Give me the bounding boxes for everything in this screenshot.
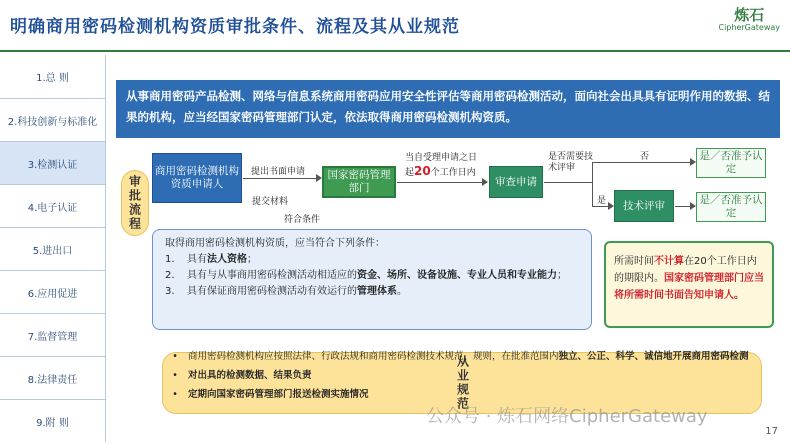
sidebar-item-supervision[interactable]: 7.监督管理 [0, 313, 106, 356]
arrow-head [482, 178, 488, 186]
branch-line-no [592, 162, 690, 163]
condition-text-bold: 资金、场所、设备设施、专业人员和专业能力 [357, 270, 557, 281]
approval-side-label-text: 审批流程 [127, 175, 142, 231]
submit-application-label: 提出书面申请 [251, 167, 306, 177]
arrow-line [544, 182, 592, 183]
brand-logo [718, 4, 780, 32]
need-tech-review-label: 是否需要技术评审 [548, 152, 594, 173]
norms-item [162, 348, 762, 365]
condition-text-post: 。 [397, 286, 407, 297]
condition-text-post: ； [557, 270, 567, 281]
result-box-after-review: 是／否准予认定 [696, 192, 766, 222]
sidebar-item-import-export[interactable]: 5.进出口 [0, 227, 106, 270]
condition-text-pre: 具有与从事商用密码检测活动相适应的 [187, 270, 357, 281]
sidebar-item-liability[interactable]: 8.法律责任 [0, 356, 106, 399]
time-note-text-1: 所需时间 [614, 256, 654, 267]
time-limit-label-top: 当自受理申请之日 [405, 153, 478, 163]
conditions-callout [152, 229, 592, 330]
authority-box: 国家密码管理部门 [322, 166, 396, 198]
norms-list [162, 348, 762, 405]
arrow-line [675, 206, 690, 207]
meets-conditions-label: 符合条件 [284, 215, 321, 225]
sidebar-item-application[interactable]: 6.应用促进 [0, 270, 106, 313]
branch-line [592, 162, 593, 206]
sidebar-item-testing[interactable]: 3.检测认证 [0, 141, 106, 184]
sidebar-item-appendix[interactable]: 9.附 则 [0, 399, 106, 442]
norms-item-pre: 商用密码检测机构应按照法律、行政法规和商用密码检测技术规范、规则，在批准范围内 [188, 351, 559, 362]
time-note-notice: 国家密码管理部门应当将所需时间书面告知申请人。 [614, 273, 764, 301]
norms-item-text [188, 348, 749, 365]
watermark: 公众号 · 炼石网络CipherGateway [426, 406, 708, 427]
yes-label: 是 [597, 196, 607, 206]
review-box: 审查申请 [489, 166, 543, 198]
time-limit-label-bottom [405, 164, 476, 178]
condition-text-bold: 法人资格 [207, 254, 247, 265]
norms-item-bold: 对出具的检测数据、结果负责 [188, 370, 312, 381]
condition-text [187, 252, 257, 268]
page-number: 17 [765, 426, 778, 437]
tech-review-box: 技术评审 [614, 190, 674, 222]
sidebar-item-innovation[interactable]: 2.科技创新与标准化 [0, 98, 106, 141]
sidebar-item-general[interactable]: 1.总 则 [0, 55, 106, 98]
logo-text-cn: 炼石 [734, 6, 765, 24]
time-limit-suffix: 个工作日内 [430, 168, 476, 178]
materials-label: 提交材料 [252, 197, 289, 207]
time-note-callout [604, 241, 774, 328]
time-limit-days: 20 [414, 164, 431, 178]
bullet-icon: • [172, 389, 178, 400]
condition-text-bold: 管理体系 [357, 286, 397, 297]
condition-text [187, 284, 407, 300]
branch-line-yes [592, 206, 608, 207]
condition-item [165, 268, 579, 284]
bullet-icon: • [172, 351, 178, 362]
sidebar-item-e-cert[interactable]: 4.电子认证 [0, 184, 106, 227]
sidebar-nav [0, 55, 106, 444]
condition-text-pre: 具有 [187, 254, 207, 265]
definition-banner: 从事商用密码产品检测、网络与信息系统商用密码应用安全性评估等商用密码检测活动，面向社会出具具有证明作用的数据、结果的机构，应当经国家密码管理部门认定，依法取得商用密码检测机构资质。 [116, 80, 780, 138]
condition-item [165, 284, 579, 300]
logo-text-en: CipherGateway [718, 23, 780, 32]
norms-item-text [188, 367, 312, 384]
arrow-line [397, 182, 482, 183]
time-note-emphasis: 不计算 [654, 256, 684, 267]
approval-side-label [121, 170, 149, 236]
condition-number: 1. [165, 254, 175, 265]
time-note-text-2: 在20个工作日内的期限内。 [614, 256, 757, 284]
norms-side-label-text: 从业规范 [455, 355, 470, 411]
applicant-box: 商用密码检测机构资质申请人 [152, 153, 242, 203]
arrow-line [243, 178, 316, 179]
norms-item-bold: 定期向国家密码管理部门报送检测实施情况 [188, 389, 369, 400]
no-label: 否 [640, 152, 650, 162]
norms-item [162, 367, 762, 384]
norms-item-bold: 独立、公正、科学、诚信地开展商用密码检测 [558, 351, 749, 362]
condition-text-post: ； [247, 254, 257, 265]
result-box-direct: 是／否准予认定 [696, 148, 766, 178]
title-divider [0, 50, 790, 52]
conditions-intro: 取得商用密码检测机构资质，应当符合下列条件： [165, 238, 385, 249]
norms-item [162, 386, 762, 403]
condition-text [187, 268, 567, 284]
condition-number: 2. [165, 270, 175, 281]
bullet-icon: • [172, 370, 178, 381]
condition-number: 3. [165, 286, 175, 297]
condition-item [165, 252, 579, 268]
time-limit-prefix: 起 [405, 168, 415, 178]
norms-item-text [188, 386, 369, 403]
condition-text-pre: 具有保证商用密码检测活动有效运行的 [187, 286, 357, 297]
page-title: 明确商用密码检测机构资质审批条件、流程及其从业规范 [10, 17, 460, 37]
